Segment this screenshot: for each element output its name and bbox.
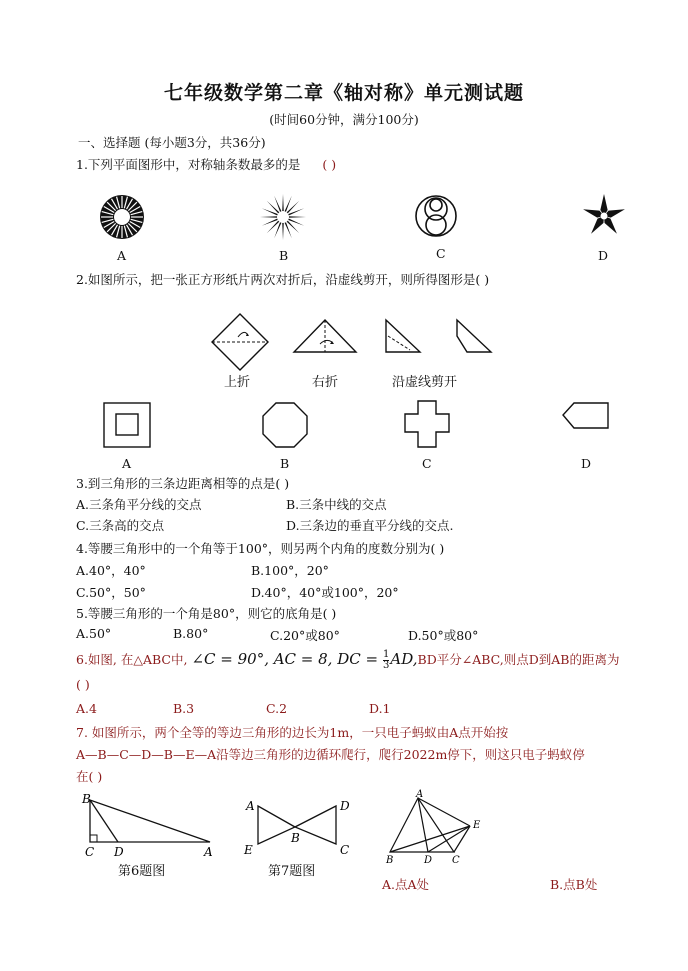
fig6-point-b: B (82, 792, 91, 806)
fig7-point-a: A (246, 799, 255, 813)
q6-pre: 6.如图, 在△ABC中, (76, 652, 188, 667)
q3-option-c: C.三条高的交点 (76, 518, 165, 533)
q2-cut-figure-1 (384, 318, 422, 354)
q2-label-d: D (581, 456, 592, 471)
fig7-point-e: E (244, 843, 253, 857)
q3-option-a: A.三条角平分线的交点 (76, 497, 202, 512)
fig8-point-b: B (386, 855, 394, 866)
q2-label-a: A (122, 456, 132, 471)
q7-option-a: A.点A处 (382, 877, 430, 892)
fig6-point-d: D (114, 845, 124, 859)
q1-label-d: D (598, 248, 609, 263)
fig7-point-b: B (291, 831, 300, 845)
fig8-point-d: D (424, 855, 433, 866)
step-label-fold-up: 上折 (224, 375, 251, 390)
q1-figure-b (259, 193, 307, 241)
q1-figure-a (98, 193, 146, 241)
q1-label-c: C (436, 246, 446, 261)
q6-fraction (383, 650, 389, 671)
q1-label-a: A (117, 248, 127, 263)
question-7-line-1: 7. 如图所示，两个全等的等边三角形的边长为1m，一只电子蚂蚁由A点开始按 (76, 725, 509, 740)
q3-option-b: B.三条中线的交点 (286, 497, 387, 512)
page-title: 七年级数学第二章《轴对称》单元测试题 (163, 82, 524, 104)
q2-option-d-figure (562, 402, 610, 430)
q6-math-1: ∠C = 90°, AC = 8, DC = (191, 650, 379, 668)
question-1-text: 1.下列平面图形中，对称轴条数最多的是 (76, 157, 301, 172)
q4-option-d: D.40°，40°或100°，20° (251, 585, 399, 600)
q5-option-a: A.50° (76, 626, 112, 641)
q1-figure-d (580, 192, 628, 240)
q6-option-d: D.1 (369, 701, 391, 716)
q2-option-b-figure (262, 402, 308, 448)
fig8-point-c: C (452, 855, 460, 866)
figure-6-caption: 第6题图 (118, 864, 166, 879)
q6-frac-num: 1 (383, 649, 390, 660)
q4-option-a: A.40°，40° (76, 563, 146, 578)
q6-option-a: A.4 (76, 701, 97, 716)
fig6-point-c: C (85, 845, 95, 859)
q5-option-c: C.20°或80° (270, 628, 340, 643)
q6-option-b: B.3 (173, 701, 195, 716)
q4-option-b: B.100°，20° (251, 563, 329, 578)
q1-label-b: B (279, 248, 289, 263)
figure-6-diagram (80, 792, 220, 862)
section-heading: 一、选择题 (每小题3分，共36分) (78, 135, 266, 150)
figure-7-caption: 第7题图 (268, 864, 316, 879)
q6-post: BD平分∠ABC,则点D到AB的距离为 (417, 652, 620, 667)
question-4-text: 4.等腰三角形中的一个角等于100°，则另两个内角的度数分别为( ) (76, 541, 445, 556)
q2-cut-figure-2 (455, 318, 493, 354)
figure-7-diagram (240, 796, 360, 860)
q2-fold-up-figure (210, 312, 270, 372)
q3-option-d: D.三条边的垂直平分线的交点. (286, 518, 454, 533)
question-2-text: 2.如图所示，把一张正方形纸片两次对折后，沿虚线剪开，则所得图形是( ) (76, 272, 490, 287)
question-7-line-2: A—B—C—D—B—E—A沿等边三角形的边循环爬行，爬行2022m停下，则这只电子蚂蚁停 (76, 747, 585, 762)
step-label-cut: 沿虚线剪开 (392, 375, 458, 390)
q6-paren: ( ) (76, 677, 90, 692)
q2-label-c: C (422, 456, 432, 471)
question-7-line-3: 在( ) (76, 769, 103, 784)
question-1 (76, 155, 336, 173)
q5-option-d: D.50°或80° (408, 628, 479, 643)
q5-option-b: B.80° (173, 626, 209, 641)
q7-option-b: B.点B处 (550, 877, 598, 892)
question-3-text: 3.到三角形的三条边距离相等的点是( ) (76, 476, 290, 491)
fig8-point-a: A (416, 789, 424, 800)
question-5-text: 5.等腰三角形的一个角是80°，则它的底角是( ) (76, 606, 337, 621)
q1-figure-c (414, 189, 458, 243)
q6-option-c: C.2 (266, 701, 288, 716)
figure-triangle-diagram (382, 790, 492, 866)
q2-option-c-figure (404, 400, 450, 448)
fig6-point-a: A (204, 845, 213, 859)
q4-option-c: C.50°，50° (76, 585, 146, 600)
question-6 (76, 650, 619, 671)
fig7-point-d: D (340, 799, 350, 813)
fig7-point-c: C (340, 843, 350, 857)
q6-math-2: AD, (390, 650, 418, 668)
page-subtitle: (时间60分钟，满分100分) (269, 112, 419, 127)
step-label-fold-right: 右折 (312, 375, 339, 390)
q2-label-b: B (280, 456, 290, 471)
answer-paren: ( ) (322, 157, 337, 172)
fig8-point-e: E (473, 820, 481, 831)
q6-frac-den: 3 (383, 660, 390, 671)
q2-option-a-figure (103, 402, 151, 448)
q2-fold-right-figure (292, 318, 358, 356)
